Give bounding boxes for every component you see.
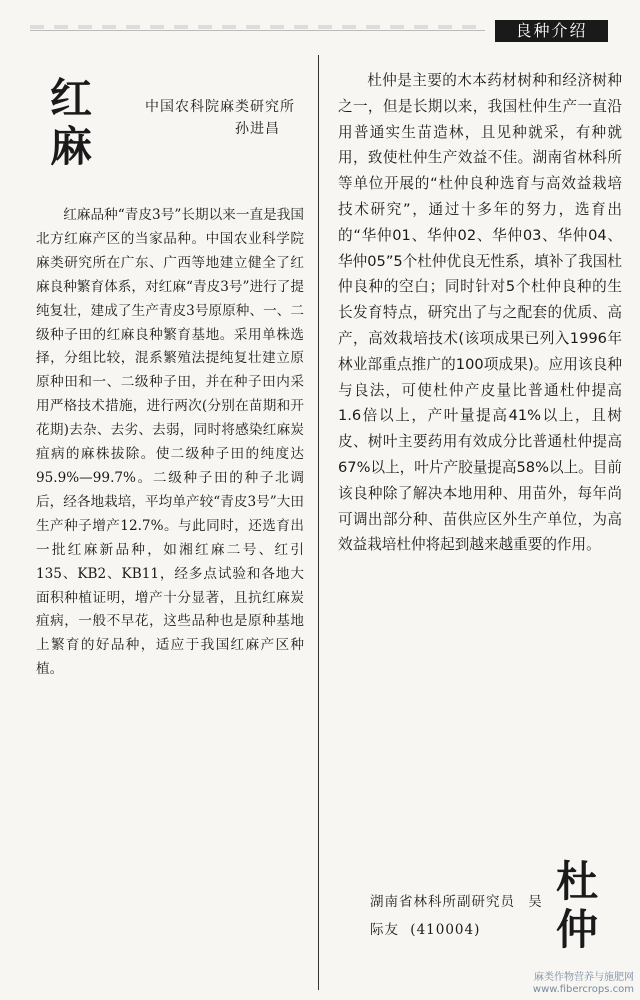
column-divider — [318, 55, 319, 990]
right-article-body: 杜仲是主要的木本药材树种和经济树种之一，但是长期以来，我国杜仲生产一直沿用普通实生苗造林，且见种就采，有种就用，致使杜仲生产效益不佳。湖南省林科所等单位开展的“杜仲良种选育与高效益栽培技术研究”，通过十多年的努力，选育出的“华仲01、华仲02、华仲03、华仲04、华仲05”5个杜仲优良无性系，填补了我国杜仲良种的空白；同时针对5个杜仲良种的生长发育特点，研究出了与之配套的优质、高产，高效栽培技术(该项成果已列入1996年林业部重点推广的100项成果)。应用该良种与良法，可使杜仲产皮量比普通杜仲提高1.6倍以上，产叶量提高41%以上，且树皮、树叶主要药用有效成分比普通杜仲提高67%以上，叶片产胶量提高58%以上。目前该良种除了解决本地用种、用苗外，每年尚可调出部分种、苗供应区外生产单位，为高效益栽培杜仲将起到越来越重要的作用。 — [338, 72, 622, 554]
section-tag: 良种介绍 — [495, 20, 608, 42]
left-article-title: 红麻 — [50, 74, 93, 171]
watermark-line1: 麻类作物营养与施肥网 — [534, 972, 634, 983]
left-article-author — [145, 96, 310, 140]
right-article-author — [370, 888, 550, 944]
right-article-title: 杜仲 — [556, 857, 599, 954]
left-article-body: 红麻品种“青皮3号”长期以来一直是我国北方红麻产区的当家品种。中国农业科学院麻类研究所在广东、广西等地建立健全了红麻良种繁育体系，对红麻“青皮3号”进行了提纯复壮，建成了生产青皮3号原原种、一、二级种子田的红麻良种繁育基地。采用单株选择，分组比较，混系繁殖法提纯复壮建立原原种田和一、二级种子田，并在种子田内采用严格技术措施，进行两次(分别在苗期和开花期)去杂、去劣、去弱，同时将感染红麻炭疽病的麻株拔除。使二级种子田的纯度达95.9%—99.7%。二级种子田的种子北调后，经各地栽培，平均单产较“青皮3号”大田生产种子增产12.7%。与此同时，还选育出一批红麻新品种，如湘红麻二号、红引135、KB2、KB11，经多点试验和各地大面积种植证明，增产十分显著，且抗红麻炭疽病，一般不早花，这些品种也是原种基地上繁育的好品种，适应于我国红麻产区种植。 — [36, 207, 304, 678]
right-author-postcode: (410004) — [410, 922, 481, 938]
left-author-name: 孙进昌 — [235, 121, 280, 137]
right-author-name: 吴际友 — [370, 894, 543, 938]
right-author-org: 湖南省林科所副研究员 — [370, 894, 515, 910]
left-author-org: 中国农科院麻类研究所 — [145, 99, 295, 115]
header-decor-dots — [30, 25, 485, 29]
header-rule — [30, 30, 485, 31]
watermark-line2: www.fibercrops.com — [532, 984, 634, 995]
site-watermark — [533, 972, 634, 996]
